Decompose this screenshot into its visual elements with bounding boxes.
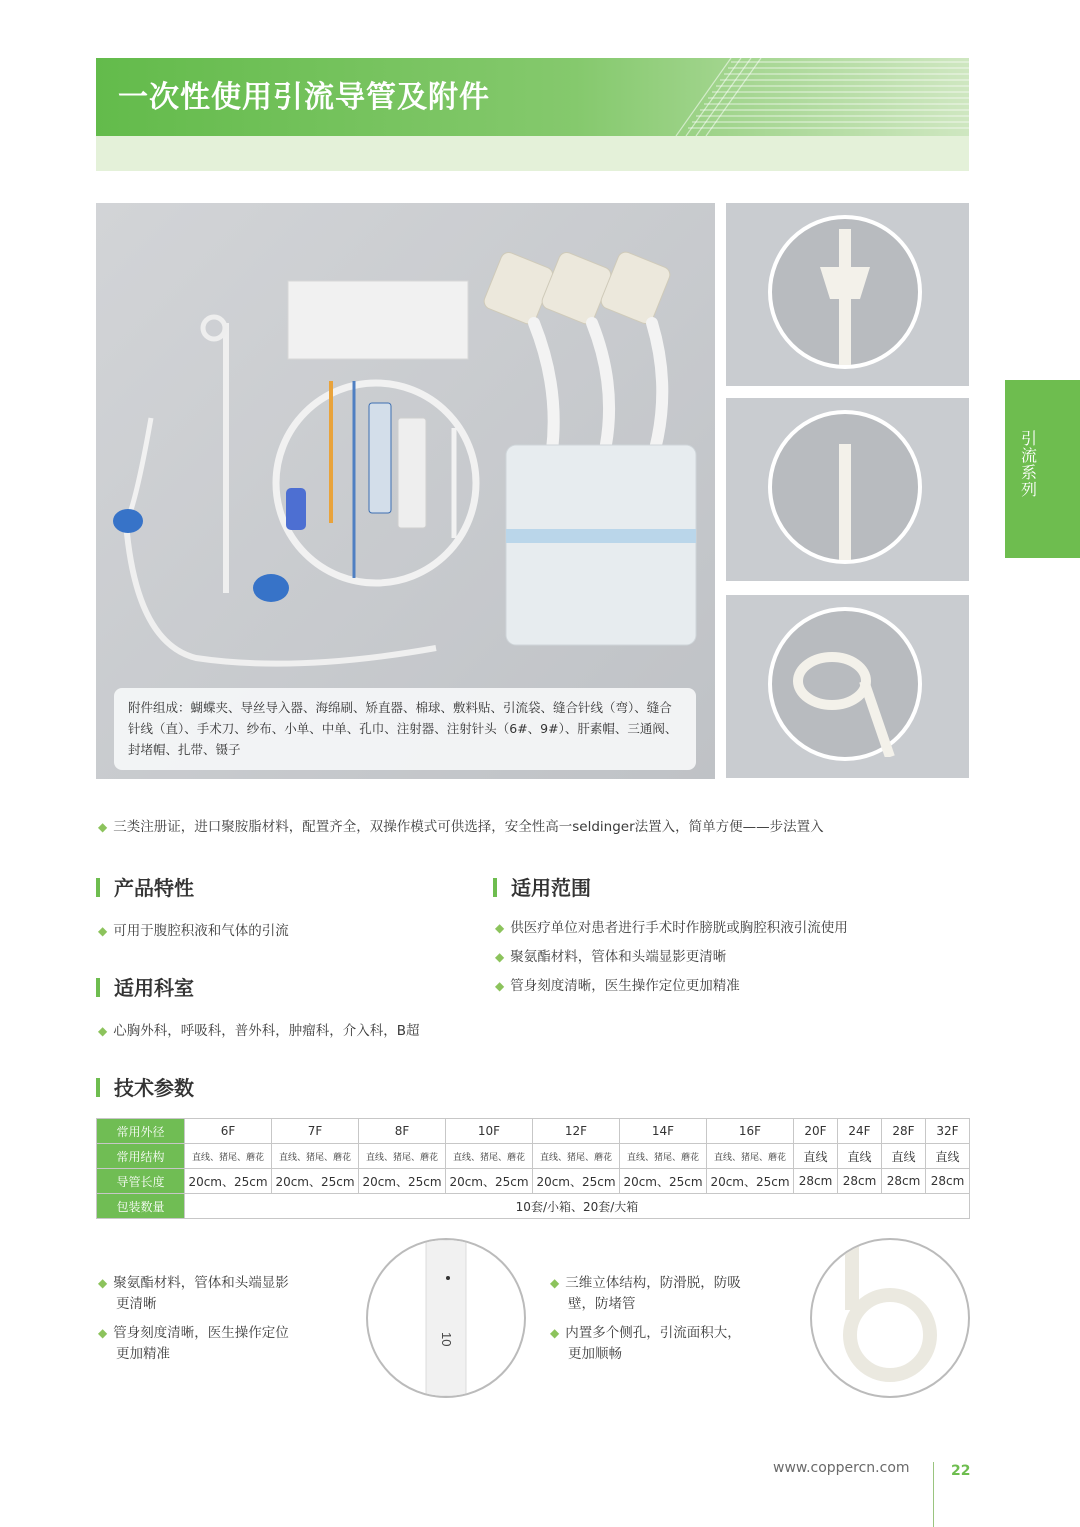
table-cell: 20cm、25cm <box>620 1169 707 1194</box>
detail-circle-pigtail <box>810 1238 970 1398</box>
bottom-right-item: ◆ 三维立体结构，防滑脱，防吸 壁，防堵管 <box>550 1275 741 1312</box>
page-title: 一次性使用引流导管及附件 <box>118 80 490 115</box>
detail-circle-scale <box>366 1238 526 1398</box>
scale-mark-label: 10 <box>439 1332 454 1347</box>
bullet-diamond-icon: ◆ <box>98 1326 108 1340</box>
table-cell: 14F <box>620 1119 707 1144</box>
parameter-table <box>96 1118 970 1219</box>
section-bar <box>96 978 100 997</box>
bullet-diamond-icon: ◆ <box>495 979 505 993</box>
table-cell: 20cm、25cm <box>707 1169 794 1194</box>
scope-item: ◆ 供医疗单位对患者进行手术时作膀胱或胸腔积液引流使用 <box>495 920 848 936</box>
table-cell: 7F <box>272 1119 359 1144</box>
scope-list <box>495 917 965 1004</box>
bottom-left-item: ◆ 聚氨酯材料，管体和头端显影 更清晰 <box>98 1275 289 1312</box>
footer-url: www.coppercn.com <box>773 1460 910 1476</box>
header-banner <box>96 58 969 171</box>
table-cell: 28cm <box>838 1169 882 1194</box>
bullet-diamond-icon: ◆ <box>495 950 505 964</box>
table-row-sizes <box>97 1119 970 1144</box>
table-cell: 16F <box>707 1119 794 1144</box>
detail-circle <box>768 607 922 761</box>
detail-circle <box>768 215 922 369</box>
row-header: 导管长度 <box>97 1169 185 1194</box>
table-cell: 28cm <box>794 1169 838 1194</box>
table-cell: 20cm、25cm <box>272 1169 359 1194</box>
table-cell: 10F <box>446 1119 533 1144</box>
table-cell: 20cm、25cm <box>533 1169 620 1194</box>
page-number: 22 <box>951 1463 971 1479</box>
table-row-packaging <box>97 1194 970 1219</box>
table-cell: 20cm、25cm <box>359 1169 446 1194</box>
table-cell: 28cm <box>882 1169 926 1194</box>
row-header: 包装数量 <box>97 1194 185 1219</box>
table-cell: 10套/小箱、20套/大箱 <box>185 1194 970 1219</box>
table-cell: 直线 <box>882 1144 926 1169</box>
table-cell: 32F <box>926 1119 970 1144</box>
bullet-diamond-icon: ◆ <box>550 1326 560 1340</box>
table-cell: 直线 <box>926 1144 970 1169</box>
table-cell: 直线、猪尾、蘑花 <box>707 1144 794 1169</box>
table-cell: 28cm <box>926 1169 970 1194</box>
table-cell: 直线、猪尾、蘑花 <box>620 1144 707 1169</box>
departments-item: ◆ 心胸外科，呼吸科，普外科，肿瘤科，介入科，B超 <box>98 1023 420 1039</box>
table-cell: 直线、猪尾、蘑花 <box>272 1144 359 1169</box>
table-cell: 12F <box>533 1119 620 1144</box>
table-cell: 8F <box>359 1119 446 1144</box>
detail-photo-mushroom-tip <box>726 203 969 386</box>
table-cell: 20cm、25cm <box>446 1169 533 1194</box>
section-title-features: 产品特性 <box>114 876 194 900</box>
table-cell: 6F <box>185 1119 272 1144</box>
detail-photo-pigtail-tip <box>726 595 969 778</box>
row-header: 常用外径 <box>97 1119 185 1144</box>
table-cell: 直线、猪尾、蘑花 <box>185 1144 272 1169</box>
intro-bullet: ◆ 三类注册证，进口聚胺脂材料，配置齐全，双操作模式可供选择，安全性高一seldinger法置入，简单方便——步法置入 <box>98 819 824 835</box>
table-cell: 20cm、25cm <box>185 1169 272 1194</box>
section-bar <box>96 1078 100 1097</box>
accessories-text: 附件组成：蝴蝶夹、导丝导入器、海绵刷、矫直器、棉球、敷料贴、引流袋、缝合针线（弯）、缝合针线（直）、手术刀、纱布、小单、中单、孔巾、注射器、注射针头（6#、9#）、肝素帽、三通阀、封堵帽、扎带、镊子 <box>128 700 678 757</box>
scope-item: ◆ 聚氨酯材料，管体和头端显影更清晰 <box>495 949 727 965</box>
table-cell: 直线、猪尾、蘑花 <box>533 1144 620 1169</box>
table-cell: 直线、猪尾、蘑花 <box>359 1144 446 1169</box>
row-header: 常用结构 <box>97 1144 185 1169</box>
section-bar <box>96 878 100 897</box>
features-item: ◆ 可用于腹腔积液和气体的引流 <box>98 923 289 939</box>
scope-item: ◆ 管身刻度清晰，医生操作定位更加精准 <box>495 978 740 994</box>
table-cell: 28F <box>882 1119 926 1144</box>
section-title-tech: 技术参数 <box>114 1076 194 1100</box>
detail-circle <box>768 410 922 564</box>
bottom-left-item: ◆ 管身刻度清晰，医生操作定位 更加精准 <box>98 1325 289 1362</box>
table-cell: 24F <box>838 1119 882 1144</box>
section-bar <box>493 878 497 897</box>
bullet-diamond-icon: ◆ <box>98 820 108 834</box>
footer-divider <box>933 1462 934 1527</box>
bullet-diamond-icon: ◆ <box>98 924 108 938</box>
bottom-right-item: ◆ 内置多个侧孔，引流面积大， 更加顺畅 <box>550 1325 741 1362</box>
bullet-diamond-icon: ◆ <box>98 1024 108 1038</box>
section-title-scope: 适用范围 <box>511 876 591 900</box>
table-cell: 直线 <box>794 1144 838 1169</box>
section-title-departments: 适用科室 <box>114 976 194 1000</box>
table-cell: 直线 <box>838 1144 882 1169</box>
table-cell: 20F <box>794 1119 838 1144</box>
side-tab-label: 引流系列 <box>1020 429 1037 499</box>
bullet-diamond-icon: ◆ <box>550 1276 560 1290</box>
table-row-lengths <box>97 1169 970 1194</box>
table-row-structures <box>97 1144 970 1169</box>
banner-decoration <box>596 58 969 136</box>
detail-photo-straight-tip <box>726 398 969 581</box>
bullet-diamond-icon: ◆ <box>98 1276 108 1290</box>
bullet-diamond-icon: ◆ <box>495 921 505 935</box>
table-cell: 直线、猪尾、蘑花 <box>446 1144 533 1169</box>
